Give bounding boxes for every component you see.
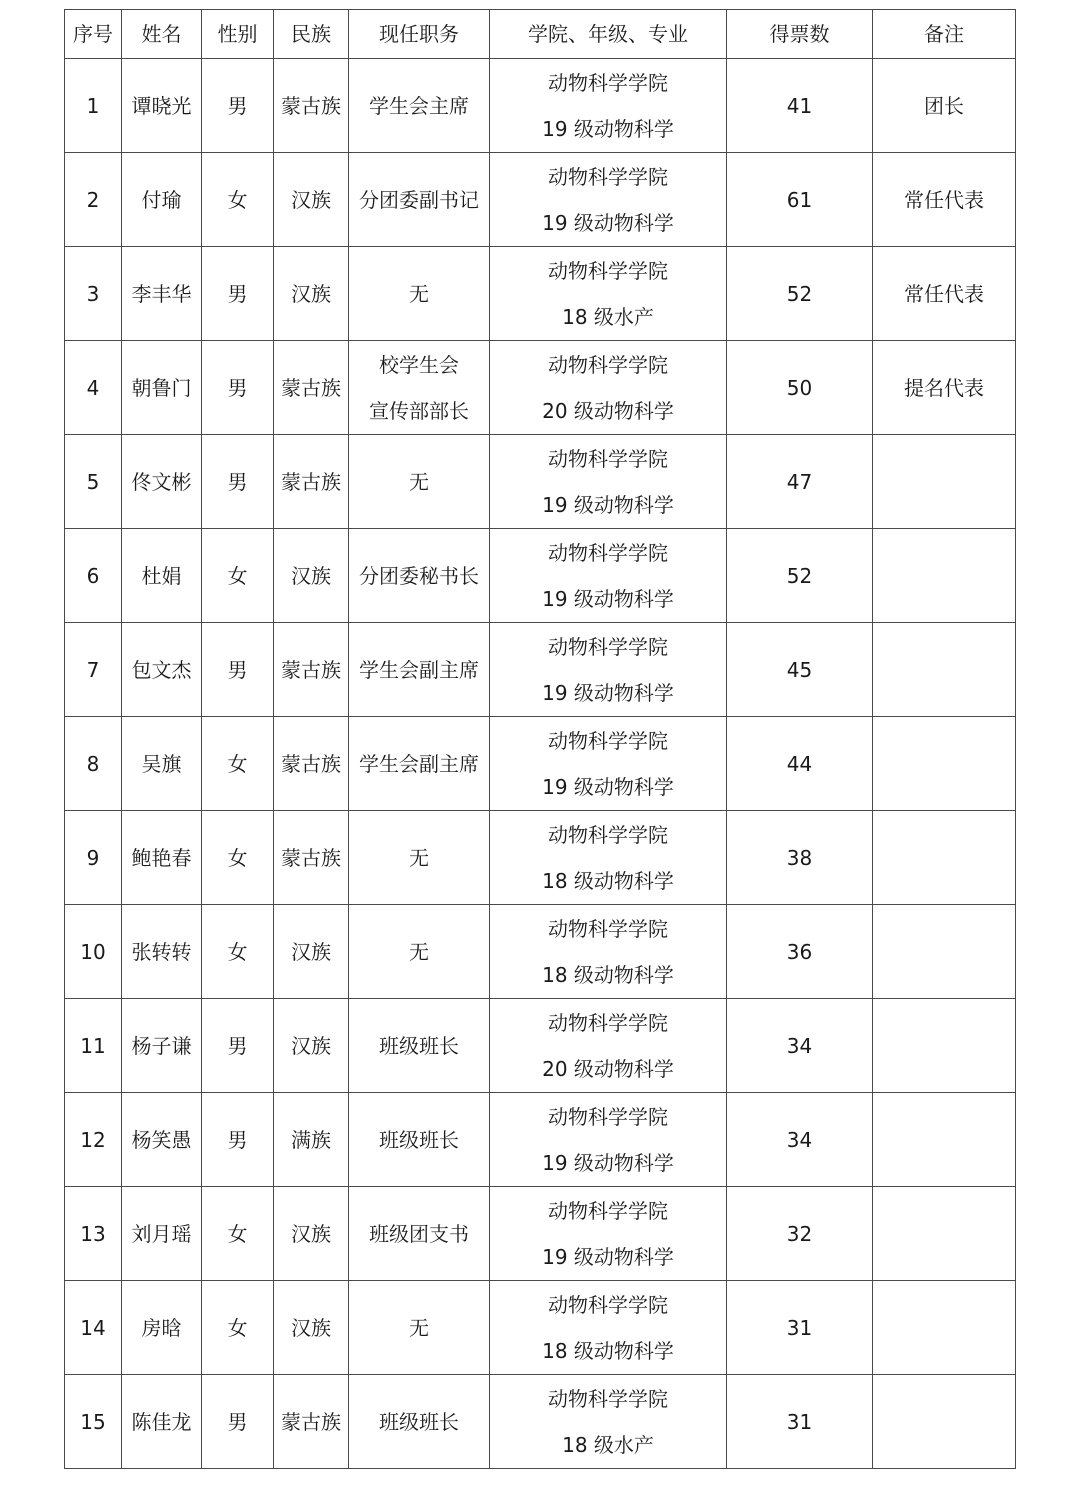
cell-votes: 45 [727, 623, 873, 717]
cell-votes: 44 [727, 717, 873, 811]
cell-no: 8 [65, 717, 122, 811]
cell-position [349, 341, 490, 435]
cell-college-line: 20 级动物科学 [542, 398, 674, 423]
cell-remark [873, 811, 1016, 905]
cell-no: 2 [65, 153, 122, 247]
cell-college [490, 59, 727, 153]
cell-gender: 女 [202, 153, 274, 247]
cell-college-line: 动物科学学院 [548, 70, 668, 95]
cell-name: 杜娟 [122, 529, 202, 623]
cell-gender: 男 [202, 435, 274, 529]
cell-votes: 52 [727, 247, 873, 341]
cell-college-line: 动物科学学院 [548, 1010, 668, 1035]
cell-gender: 女 [202, 905, 274, 999]
table-row [65, 59, 1016, 153]
cell-gender: 男 [202, 999, 274, 1093]
cell-no: 1 [65, 59, 122, 153]
cell-name: 吴旗 [122, 717, 202, 811]
cell-position [349, 153, 490, 247]
cell-college-line: 动物科学学院 [548, 352, 668, 377]
cell-college-line: 动物科学学院 [548, 634, 668, 659]
cell-position [349, 1187, 490, 1281]
cell-ethnicity: 汉族 [274, 247, 349, 341]
cell-college-line: 动物科学学院 [548, 164, 668, 189]
cell-college-line: 动物科学学院 [548, 728, 668, 753]
cell-no: 14 [65, 1281, 122, 1375]
cell-ethnicity: 汉族 [274, 905, 349, 999]
cell-name: 杨笑愚 [122, 1093, 202, 1187]
cell-name: 鲍艳春 [122, 811, 202, 905]
cell-college [490, 247, 727, 341]
header-votes: 得票数 [727, 10, 873, 59]
cell-position [349, 999, 490, 1093]
cell-votes: 34 [727, 999, 873, 1093]
cell-remark [873, 717, 1016, 811]
cell-position-line: 无 [409, 845, 429, 870]
table-row [65, 717, 1016, 811]
cell-ethnicity: 蒙古族 [274, 59, 349, 153]
cell-votes: 61 [727, 153, 873, 247]
table-row [65, 341, 1016, 435]
cell-no: 4 [65, 341, 122, 435]
cell-position [349, 623, 490, 717]
cell-gender: 女 [202, 811, 274, 905]
table-row [65, 811, 1016, 905]
cell-no: 10 [65, 905, 122, 999]
cell-remark: 团长 [873, 59, 1016, 153]
cell-gender: 女 [202, 529, 274, 623]
cell-college [490, 1187, 727, 1281]
table-row [65, 623, 1016, 717]
cell-college [490, 1375, 727, 1469]
cell-college-line: 18 级水产 [562, 1432, 654, 1457]
cell-no: 3 [65, 247, 122, 341]
cell-name: 朝鲁门 [122, 341, 202, 435]
cell-position [349, 811, 490, 905]
cell-position [349, 529, 490, 623]
table-row [65, 1187, 1016, 1281]
header-ethnicity: 民族 [274, 10, 349, 59]
cell-college [490, 435, 727, 529]
cell-college [490, 1281, 727, 1375]
cell-college-line: 18 级动物科学 [542, 962, 674, 987]
cell-ethnicity: 蒙古族 [274, 435, 349, 529]
cell-name: 刘月瑶 [122, 1187, 202, 1281]
cell-ethnicity: 汉族 [274, 1281, 349, 1375]
cell-gender: 男 [202, 1093, 274, 1187]
cell-votes: 31 [727, 1281, 873, 1375]
cell-remark: 常任代表 [873, 247, 1016, 341]
cell-no: 15 [65, 1375, 122, 1469]
cell-no: 9 [65, 811, 122, 905]
cell-college-line: 动物科学学院 [548, 258, 668, 283]
cell-college [490, 1093, 727, 1187]
cell-college [490, 529, 727, 623]
cell-position [349, 1375, 490, 1469]
cell-no: 7 [65, 623, 122, 717]
cell-gender: 男 [202, 59, 274, 153]
cell-college-line: 动物科学学院 [548, 1198, 668, 1223]
cell-votes: 41 [727, 59, 873, 153]
cell-remark: 提名代表 [873, 341, 1016, 435]
cell-college-line: 19 级动物科学 [542, 116, 674, 141]
cell-name: 张转转 [122, 905, 202, 999]
cell-position [349, 1093, 490, 1187]
cell-position-line: 无 [409, 939, 429, 964]
cell-college [490, 905, 727, 999]
table-row [65, 1093, 1016, 1187]
cell-college-line: 动物科学学院 [548, 446, 668, 471]
cell-college-line: 19 级动物科学 [542, 1244, 674, 1269]
cell-position-line: 宣传部部长 [369, 398, 469, 423]
cell-position [349, 435, 490, 529]
cell-college-line: 动物科学学院 [548, 1292, 668, 1317]
cell-no: 5 [65, 435, 122, 529]
cell-ethnicity: 蒙古族 [274, 811, 349, 905]
cell-position-line: 学生会副主席 [359, 657, 479, 682]
cell-gender: 女 [202, 1281, 274, 1375]
cell-college-line: 19 级动物科学 [542, 492, 674, 517]
cell-position [349, 59, 490, 153]
cell-votes: 32 [727, 1187, 873, 1281]
cell-position-line: 无 [409, 1315, 429, 1340]
header-college: 学院、年级、专业 [490, 10, 727, 59]
cell-name: 付瑜 [122, 153, 202, 247]
cell-remark [873, 905, 1016, 999]
cell-college [490, 341, 727, 435]
cell-no: 13 [65, 1187, 122, 1281]
cell-name: 房晗 [122, 1281, 202, 1375]
cell-gender: 男 [202, 247, 274, 341]
cell-college-line: 19 级动物科学 [542, 586, 674, 611]
cell-votes: 52 [727, 529, 873, 623]
cell-remark [873, 435, 1016, 529]
header-name: 姓名 [122, 10, 202, 59]
cell-college-line: 动物科学学院 [548, 540, 668, 565]
cell-college-line: 动物科学学院 [548, 1104, 668, 1129]
cell-college [490, 153, 727, 247]
cell-ethnicity: 汉族 [274, 1187, 349, 1281]
cell-college-line: 20 级动物科学 [542, 1056, 674, 1081]
cell-college-line: 18 级动物科学 [542, 1338, 674, 1363]
cell-gender: 男 [202, 341, 274, 435]
cell-gender: 女 [202, 1187, 274, 1281]
cell-position-line: 班级班长 [379, 1127, 459, 1152]
cell-name: 佟文彬 [122, 435, 202, 529]
cell-ethnicity: 汉族 [274, 529, 349, 623]
table-row [65, 1375, 1016, 1469]
cell-gender: 女 [202, 717, 274, 811]
cell-name: 谭晓光 [122, 59, 202, 153]
cell-position-line: 无 [409, 281, 429, 306]
cell-name: 陈佳龙 [122, 1375, 202, 1469]
cell-position [349, 1281, 490, 1375]
cell-no: 12 [65, 1093, 122, 1187]
cell-position-line: 班级团支书 [369, 1221, 469, 1246]
cell-name: 包文杰 [122, 623, 202, 717]
table-row [65, 435, 1016, 529]
cell-remark [873, 623, 1016, 717]
cell-no: 6 [65, 529, 122, 623]
cell-remark [873, 529, 1016, 623]
table-row [65, 529, 1016, 623]
cell-position-line: 班级班长 [379, 1409, 459, 1434]
cell-college-line: 19 级动物科学 [542, 774, 674, 799]
table-row [65, 905, 1016, 999]
cell-position-line: 无 [409, 469, 429, 494]
cell-votes: 31 [727, 1375, 873, 1469]
cell-name: 李丰华 [122, 247, 202, 341]
cell-college-line: 动物科学学院 [548, 916, 668, 941]
cell-votes: 34 [727, 1093, 873, 1187]
header-gender: 性别 [202, 10, 274, 59]
cell-no: 11 [65, 999, 122, 1093]
header-remark: 备注 [873, 10, 1016, 59]
cell-ethnicity: 蒙古族 [274, 717, 349, 811]
header-no: 序号 [65, 10, 122, 59]
cell-position-line: 班级班长 [379, 1033, 459, 1058]
cell-remark [873, 1281, 1016, 1375]
cell-college-line: 19 级动物科学 [542, 1150, 674, 1175]
cell-college-line: 动物科学学院 [548, 1386, 668, 1411]
cell-college-line: 18 级动物科学 [542, 868, 674, 893]
cell-college [490, 623, 727, 717]
table-row [65, 153, 1016, 247]
cell-remark [873, 1093, 1016, 1187]
candidate-table [64, 9, 1016, 1469]
cell-remark: 常任代表 [873, 153, 1016, 247]
cell-college [490, 811, 727, 905]
cell-position [349, 905, 490, 999]
cell-position-line: 分团委秘书长 [359, 563, 479, 588]
cell-gender: 男 [202, 623, 274, 717]
cell-ethnicity: 蒙古族 [274, 341, 349, 435]
cell-college-line: 19 级动物科学 [542, 210, 674, 235]
cell-position-line: 分团委副书记 [359, 187, 479, 212]
cell-gender: 男 [202, 1375, 274, 1469]
cell-votes: 38 [727, 811, 873, 905]
cell-remark [873, 999, 1016, 1093]
cell-votes: 36 [727, 905, 873, 999]
header-row [65, 10, 1016, 59]
cell-ethnicity: 蒙古族 [274, 623, 349, 717]
cell-position [349, 717, 490, 811]
cell-ethnicity: 汉族 [274, 153, 349, 247]
table-row [65, 999, 1016, 1093]
cell-college-line: 18 级水产 [562, 304, 654, 329]
cell-votes: 47 [727, 435, 873, 529]
cell-college [490, 717, 727, 811]
cell-votes: 50 [727, 341, 873, 435]
cell-college-line: 动物科学学院 [548, 822, 668, 847]
cell-position-line: 学生会主席 [369, 93, 469, 118]
table-header [65, 10, 1016, 59]
table-row [65, 247, 1016, 341]
cell-name: 杨子谦 [122, 999, 202, 1093]
table-body [65, 59, 1016, 1469]
cell-ethnicity: 蒙古族 [274, 1375, 349, 1469]
cell-position-line: 校学生会 [379, 352, 459, 377]
cell-position [349, 247, 490, 341]
cell-college [490, 999, 727, 1093]
cell-remark [873, 1375, 1016, 1469]
cell-remark [873, 1187, 1016, 1281]
header-position: 现任职务 [349, 10, 490, 59]
table-row [65, 1281, 1016, 1375]
cell-ethnicity: 汉族 [274, 999, 349, 1093]
cell-ethnicity: 满族 [274, 1093, 349, 1187]
cell-college-line: 19 级动物科学 [542, 680, 674, 705]
cell-position-line: 学生会副主席 [359, 751, 479, 776]
